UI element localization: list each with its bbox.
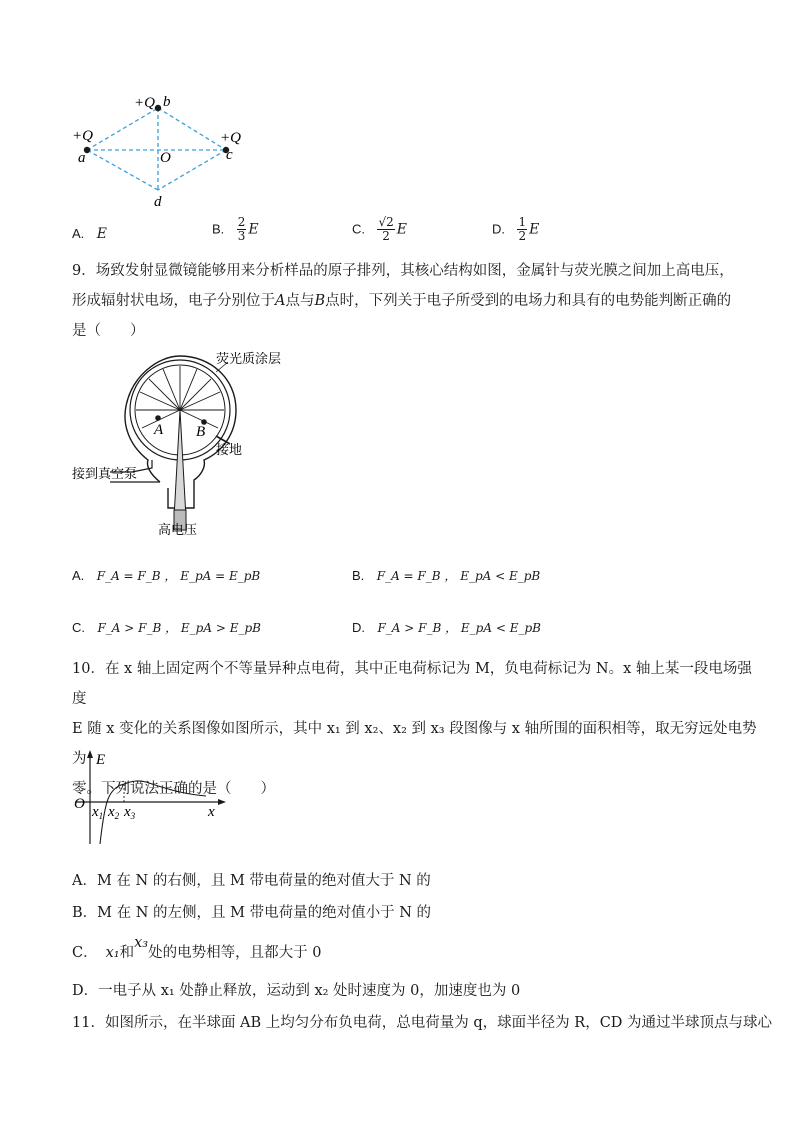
q8-option-c xyxy=(352,216,407,243)
option-formula: F_A = F_B ， E_pA = E_pB xyxy=(96,569,261,583)
metal-needle xyxy=(174,410,186,518)
fraction xyxy=(237,216,247,243)
q10-option-a: A．M 在 N 的右侧，且 M 带电荷量的绝对值大于 N 的 xyxy=(72,873,431,889)
option-letter: D. xyxy=(352,620,365,635)
q9-line-2: 形成辐射状电场，电子分别位于A点与B点时，下列关于电子所受到的电场力和具有的电势能判断正确的 xyxy=(72,293,732,309)
vacuum-label: 接到真空泵 xyxy=(72,467,138,482)
coating-label: 荧光质涂层 xyxy=(216,352,282,367)
label-b-charge: +Q xyxy=(134,95,155,111)
q9-option-b xyxy=(352,566,540,586)
option-letter: C. xyxy=(352,221,365,237)
fraction-numerator: 1 xyxy=(518,215,527,229)
charge-dot-b xyxy=(155,105,161,111)
option-formula: F_A = F_B ， E_pA < E_pB xyxy=(376,569,541,583)
x-axis-arrow xyxy=(218,799,226,805)
x-axis-label: x xyxy=(208,804,215,820)
option-formula: F_A > F_B ， E_pA < E_pB xyxy=(377,621,541,635)
q10-option-c: C． x₁和x₃处的电势相等，且都大于 0 xyxy=(72,935,322,961)
option-letter: A. xyxy=(72,226,85,241)
fraction xyxy=(517,216,527,243)
q9-question xyxy=(72,256,752,346)
q10-line-2: E 随 x 变化的关系图像如图所示，其中 x₁ 到 x₂、x₂ 到 x₃ 段图像与 x 轴所围的面积相等，取无穷远处电势为 xyxy=(72,721,757,767)
q9-line-1: 9．场致发射显微镜能够用来分析样品的原子排列，其核心结构如图，金属针与荧光膜之间加上高电压， xyxy=(72,263,734,279)
option-letter: C. xyxy=(72,620,85,635)
fraction-denominator: 3 xyxy=(237,229,246,243)
e-x-graph xyxy=(72,748,232,848)
option-letter: B. xyxy=(212,221,225,237)
label-a: a xyxy=(78,150,86,166)
fraction-numerator: √2 xyxy=(378,215,394,229)
x3-tick-label: $x_3$ xyxy=(124,804,136,821)
q10-line-3: 零。下列说法正确的是（ ） xyxy=(72,781,275,797)
option-formula: F_A > F_B ， E_pA > E_pB xyxy=(97,621,261,635)
fraction xyxy=(377,216,394,243)
option-letter: D. xyxy=(492,221,505,237)
e-axis-label: E xyxy=(96,752,106,768)
label-c: c xyxy=(226,147,233,163)
option-value: E xyxy=(248,221,259,238)
rhombus-edge-ab xyxy=(87,108,158,150)
q10-option-b: B．M 在 N 的左侧，且 M 带电荷量的绝对值小于 N 的 xyxy=(72,905,431,921)
fraction-numerator: 2 xyxy=(237,215,246,229)
hv-label: 高电压 xyxy=(158,523,198,538)
origin-label: O xyxy=(74,796,85,812)
q9-option-d xyxy=(352,618,541,638)
q10-line-1: 10．在 x 轴上固定两个不等量异种点电荷，其中正电荷标记为 M，负电荷标记为 N。x 轴上某一段电场强度 xyxy=(72,661,752,707)
ground-label: 接地 xyxy=(216,443,243,458)
option-letter: B. xyxy=(352,568,365,583)
q9-option-c xyxy=(72,618,261,638)
e-axis-arrow xyxy=(87,750,93,758)
label-b: b xyxy=(163,94,171,110)
q10-option-d: D．一电子从 x₁ 处静止释放，运动到 x₂ 处时速度为 0，加速度也为 0 xyxy=(72,983,521,999)
q8-option-a xyxy=(72,224,107,244)
rhombus-edge-da xyxy=(87,150,158,190)
fraction-denominator: 2 xyxy=(518,229,527,243)
option-letter: A. xyxy=(72,568,85,583)
option-value: E xyxy=(96,226,107,242)
point-a-label: A xyxy=(154,422,164,438)
point-a xyxy=(155,415,161,421)
label-a-charge: +Q xyxy=(72,128,93,144)
x2-tick-label: $x_2$ xyxy=(108,804,120,821)
label-o: O xyxy=(160,150,171,166)
q8-option-d xyxy=(492,216,539,243)
option-value: E xyxy=(396,221,407,238)
q9-option-a xyxy=(72,566,260,586)
rhombus-figure xyxy=(70,90,250,210)
q8-option-b xyxy=(212,216,259,243)
q11-line-1: 11．如图所示，在半球面 AB 上均匀分布负电荷，总电荷量为 q，球面半径为 R，CD 为通过半球顶点与球心 xyxy=(72,1015,773,1031)
label-c-charge: +Q xyxy=(220,130,241,146)
x1-tick-label: $x_1$ xyxy=(92,804,104,821)
point-b-label: B xyxy=(196,424,206,440)
rhombus-edge-bc xyxy=(158,108,226,150)
label-d: d xyxy=(154,194,162,210)
q9-line-3: 是（ ） xyxy=(72,323,145,339)
fraction-denominator: 2 xyxy=(382,229,390,243)
option-value: E xyxy=(529,221,540,238)
field-emission-figure xyxy=(70,348,300,538)
